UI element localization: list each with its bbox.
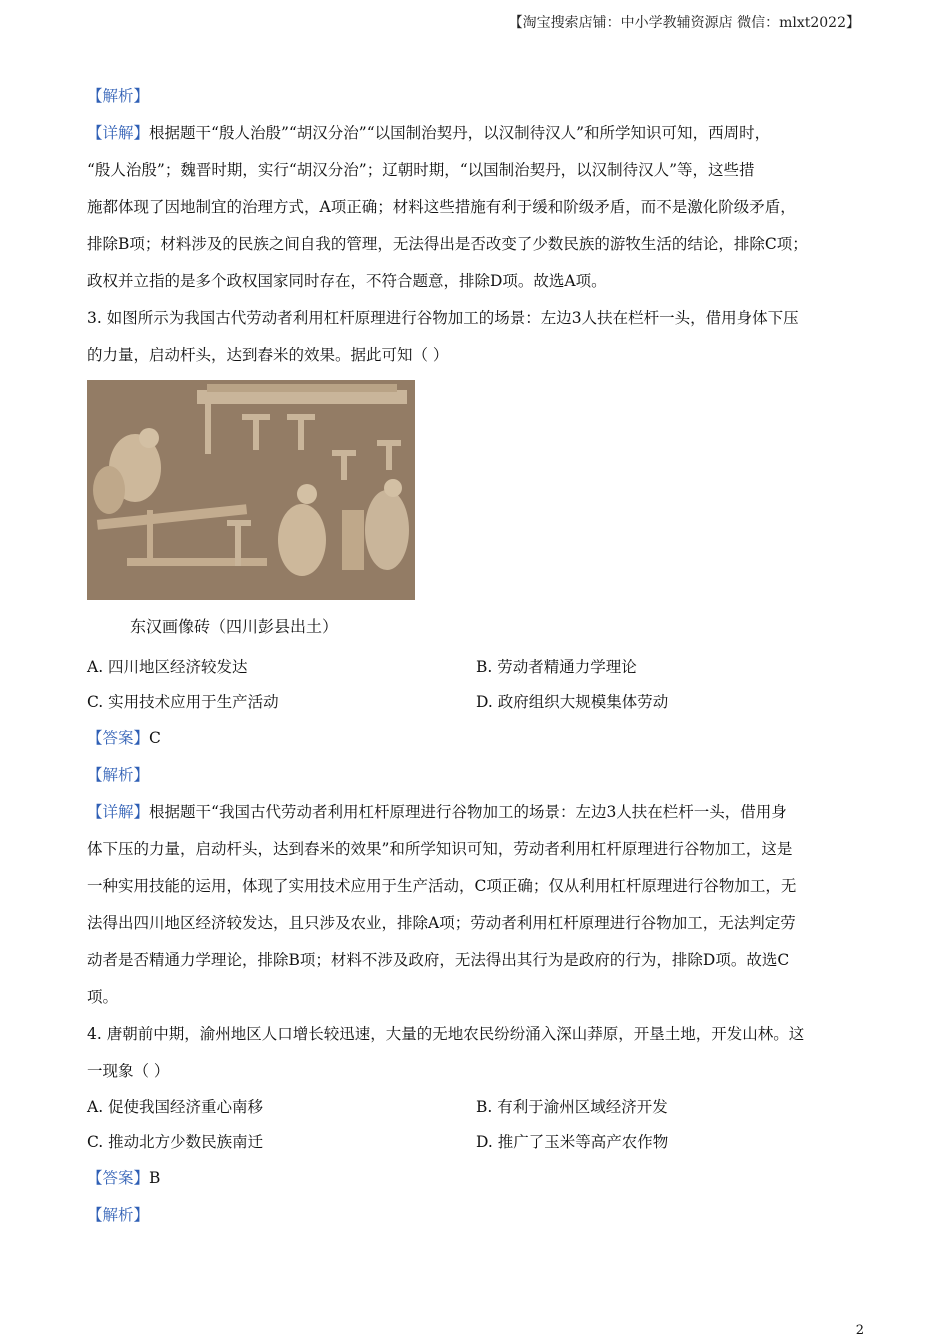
question-4-stem: 4. 唐朝前中期，渝州地区人口增长较迅速，大量的无地农民纷纷涌入深山莽原，开垦土地，开发山林。这	[87, 1025, 805, 1043]
option-d: D. 推广了玉米等高产农作物	[476, 1133, 669, 1151]
document-body	[87, 78, 865, 1234]
detail-paragraph-line: 体下压的力量，启动杆头，达到舂米的效果”和所学知识可知，劳动者利用杠杆原理进行谷物加工，这是	[87, 840, 793, 858]
page-header: 【淘宝搜索店铺：中小学教辅资源店 微信：mlxt2022】	[508, 15, 860, 31]
analysis-label: 【解析】	[87, 1206, 150, 1224]
detail-paragraph-line: 一种实用技能的运用，体现了实用技术应用于生产活动，C项正确；仅从利用杠杆原理进行谷物加工，无	[87, 877, 797, 895]
option-d: D. 政府组织大规模集体劳动	[476, 693, 669, 711]
question-3-stem: 3. 如图所示为我国古代劳动者利用杠杆原理进行谷物加工的场景：左边3人扶在栏杆一头，借用身体下压	[87, 309, 799, 327]
detail-paragraph-line: 动者是否精通力学理论，排除B项；材料不涉及政府，无法得出其行为是政府的行为，排除D项。故选C	[87, 951, 790, 969]
option-c: C. 实用技术应用于生产活动	[87, 693, 279, 711]
detail-paragraph-line: 【详解】根据题干“殷人治殷”“胡汉分治”“以国制治契丹，以汉制待汉人”和所学知识可知，西周时，	[87, 124, 771, 142]
page-number: 2	[855, 1323, 864, 1338]
han-brick-relief-image	[87, 380, 415, 600]
detail-paragraph-line: 排除B项；材料涉及的民族之间自我的管理，无法得出是否改变了少数民族的游牧生活的结论，排除C项；	[87, 235, 808, 253]
question-4-stem: 一现象（ ）	[87, 1062, 170, 1080]
analysis-label: 【解析】	[87, 87, 150, 105]
options-row	[87, 1125, 865, 1160]
detail-paragraph-line: “殷人治殷”；魏晋时期，实行“胡汉分治”；辽朝时期，“以国制治契丹，以汉制待汉人”等，这些措	[87, 161, 755, 179]
answer-line: 【答案】C	[87, 729, 161, 747]
option-a: A. 四川地区经济较发达	[87, 658, 248, 676]
detail-paragraph-line: 施都体现了因地制宜的治理方式，A项正确；材料这些措施有利于缓和阶级矛盾，而不是激化阶级矛盾，	[87, 198, 796, 216]
option-b: B. 劳动者精通力学理论	[476, 658, 637, 676]
figure-caption: 东汉画像砖（四川彭县出土）	[130, 617, 339, 636]
option-b: B. 有利于渝州区域经济开发	[476, 1098, 668, 1116]
option-a: A. 促使我国经济重心南移	[87, 1098, 264, 1116]
detail-paragraph-line: 政权并立指的是多个政权国家同时存在，不符合题意，排除D项。故选A项。	[87, 272, 607, 290]
question-3-stem: 的力量，启动杆头，达到舂米的效果。据此可知（ ）	[87, 346, 449, 364]
detail-paragraph-line: 法得出四川地区经济较发达，且只涉及农业，排除A项；劳动者利用杠杆原理进行谷物加工，无法判定劳	[87, 914, 796, 932]
detail-paragraph-line: 【详解】根据题干“我国古代劳动者利用杠杆原理进行谷物加工的场景：左边3人扶在栏杆一头，借用身	[87, 803, 787, 821]
detail-paragraph-line: 项。	[87, 988, 119, 1006]
answer-line: 【答案】B	[87, 1169, 161, 1187]
option-c: C. 推动北方少数民族南迁	[87, 1133, 264, 1151]
analysis-label: 【解析】	[87, 766, 150, 784]
options-row	[87, 1090, 865, 1125]
options-row	[87, 650, 865, 685]
options-row	[87, 685, 865, 720]
